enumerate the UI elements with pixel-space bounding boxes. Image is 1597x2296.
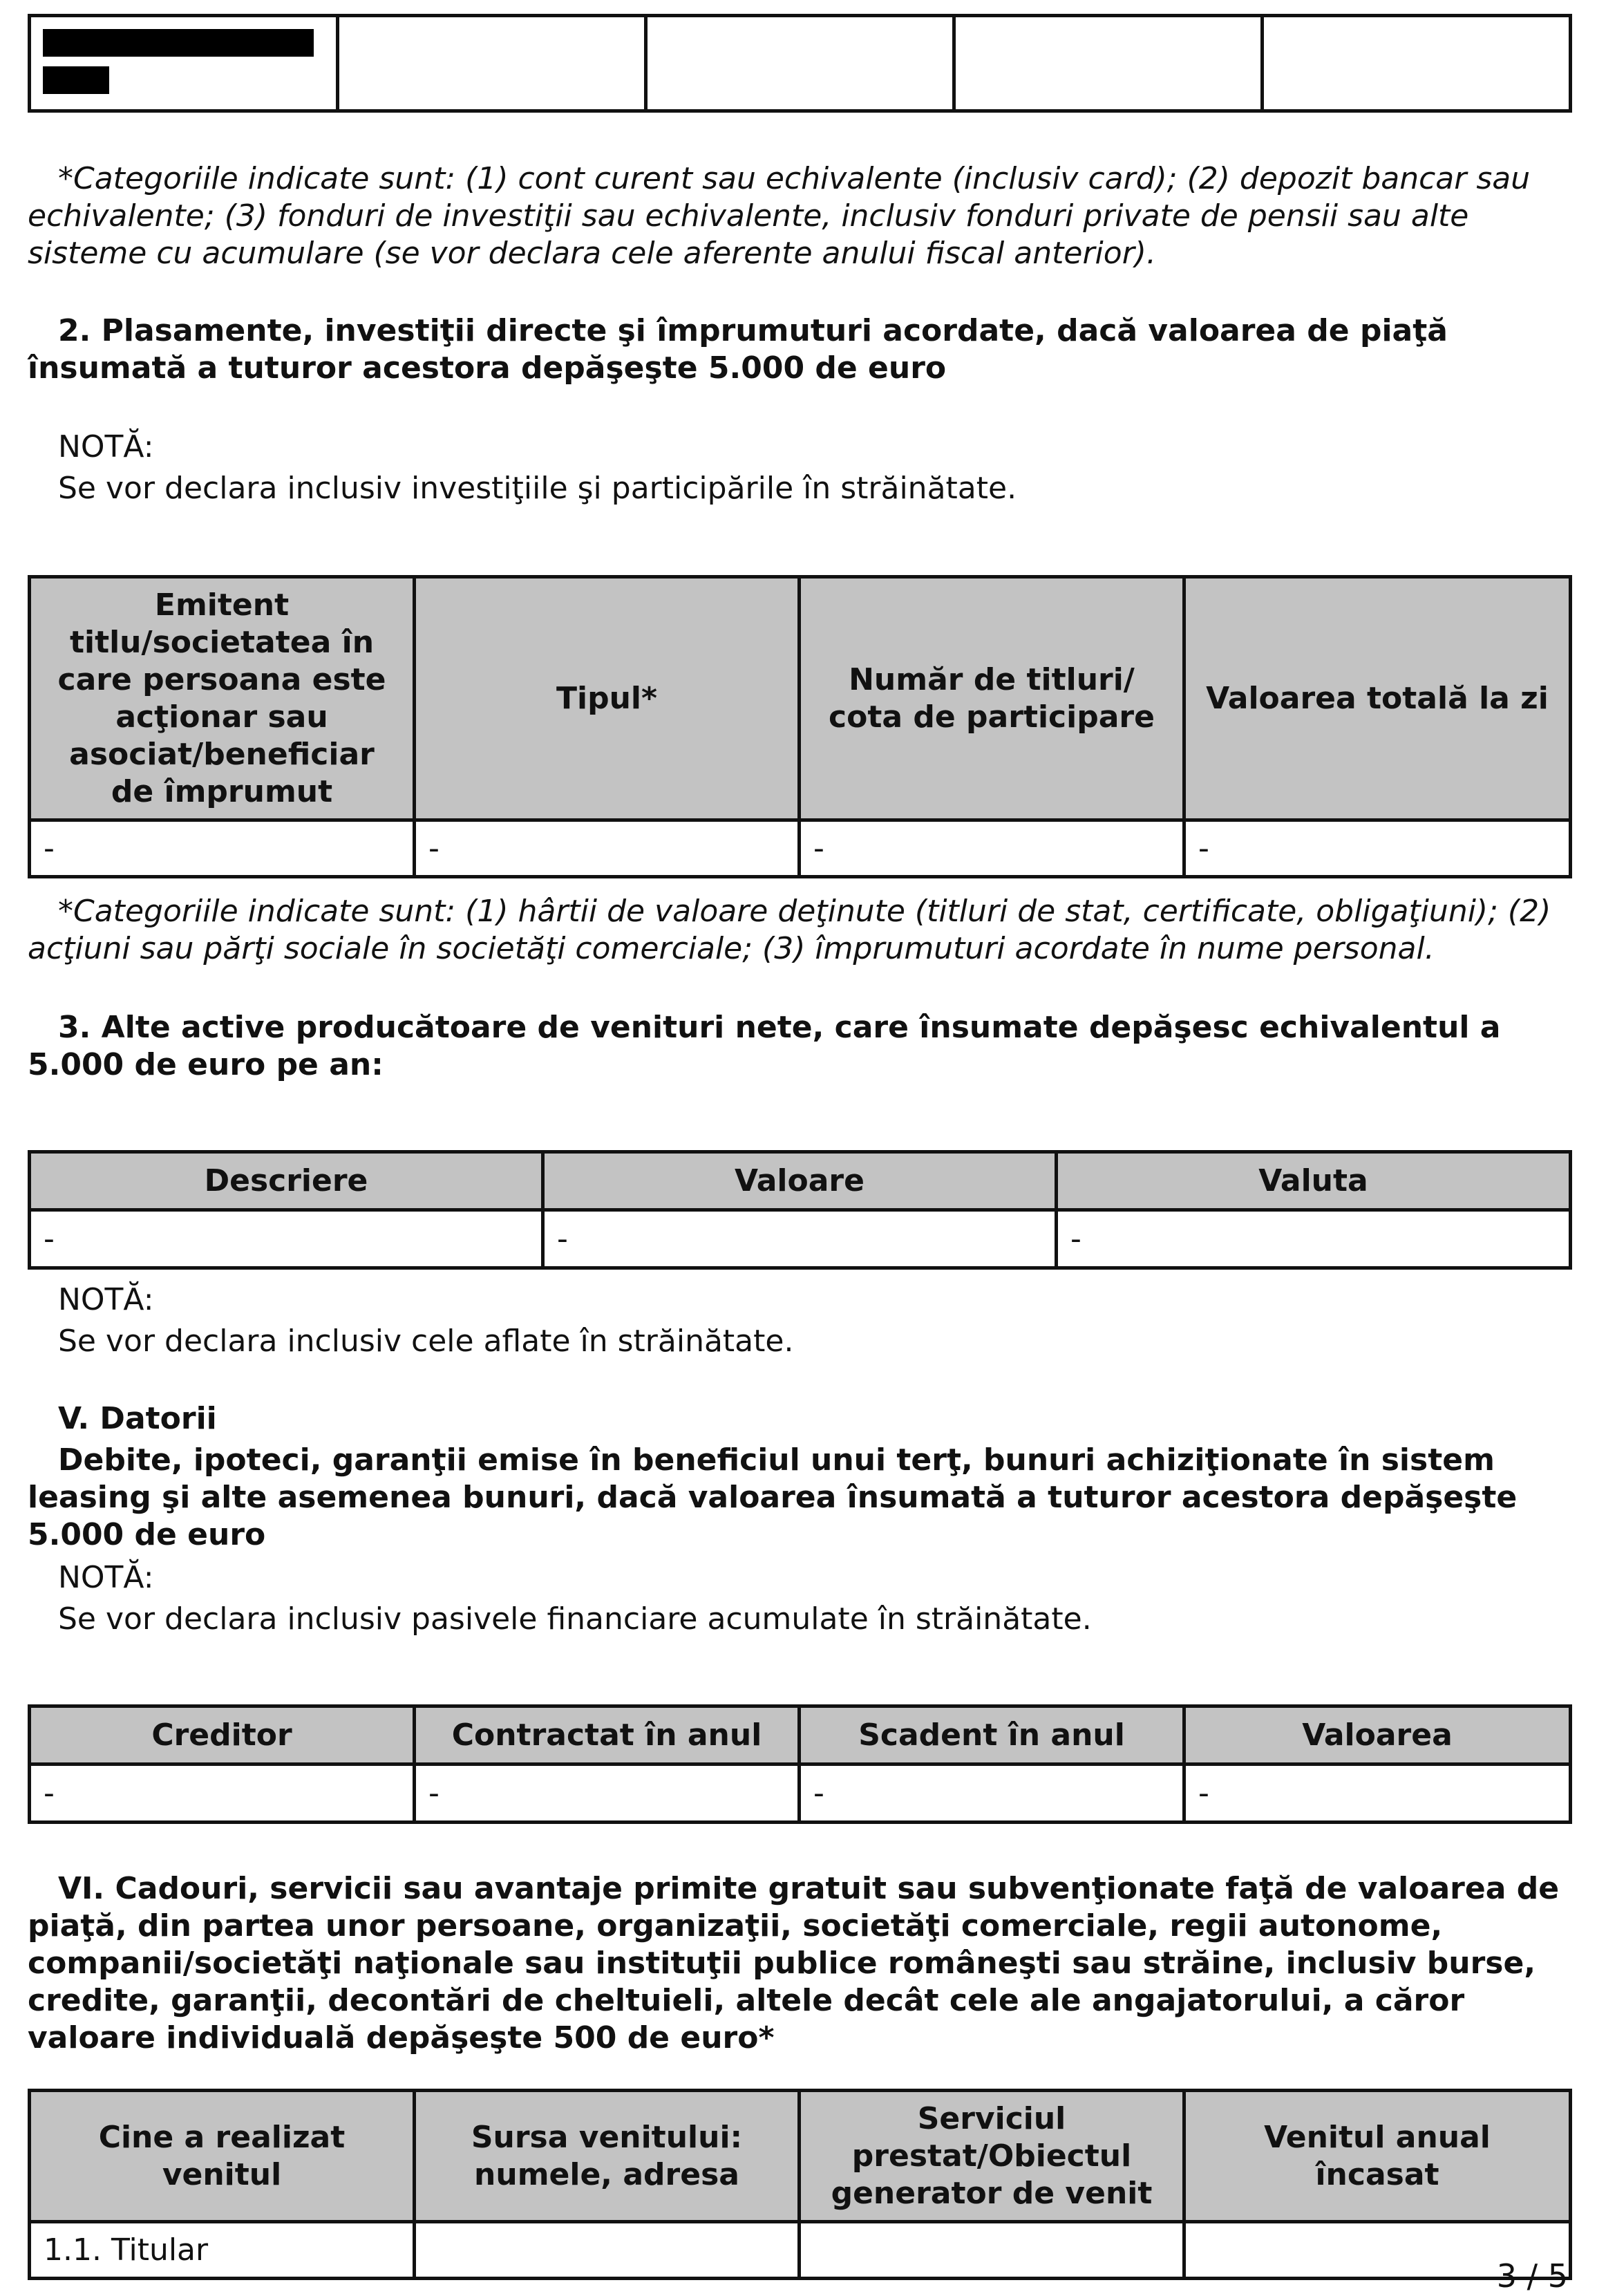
column-header: Valoare [543,1152,1057,1210]
table-row [30,2222,1571,2279]
column-header: Sursa venitului: numele, adresa [415,2091,800,2222]
table-row [30,1210,1571,1268]
investments-table [28,575,1572,878]
table-cell: - [1184,820,1571,877]
section5-heading: Debite, ipoteci, garanţii emise în beneficiul unui terţ, bunuri achiziţionate în sistem leasing şi alte asemenea bunuri, dacă valoarea însumată a tuturor acestora depăşeşte 5.000 de euro [28,1442,1518,1552]
column-header: Scadent în anul [800,1706,1184,1765]
section2-footnote: *Categoriile indicate sunt: (1) hârtii de valoare deţinute (titluri de stat, certificate, obligaţiuni); (2) acţiuni sau părţi sociale în societăţi comerciale; (3) împrumuturi acordate în nume personal. [28,894,1551,966]
table-cell [338,16,646,111]
table-cell [1263,16,1571,111]
table-cell: 1.1. Titular [30,2222,415,2279]
debts-table [28,1704,1572,1824]
section5-note-label: NOTĂ: [58,1560,154,1595]
table-row [30,1765,1571,1823]
section3-heading: 3. Alte active producătoare de venituri nete, care însumate depăşesc echivalentul a 5.000 de euro pe an: [28,1010,1501,1082]
column-header: Valoarea [1184,1706,1571,1765]
column-header: Valoarea totală la zi [1184,577,1571,820]
table-cell [954,16,1263,111]
section3-note-text: Se vor declara inclusiv cele aflate în străinătate. [58,1324,794,1359]
column-header: Venitul anual încasat [1184,2091,1571,2222]
table-cell: - [415,1765,800,1823]
table-cell: - [30,820,415,877]
table-cell: - [30,1765,415,1823]
redaction-bar [43,29,314,57]
section3-note-label: NOTĂ: [58,1282,154,1317]
section2-note-label: NOTĂ: [58,429,154,464]
redaction-bar [43,66,109,94]
table-cell: - [543,1210,1057,1268]
column-header: Emitent titlu/societatea în care persoana este acţionar sau asociat/beneficiar de împrumut [30,577,415,820]
section6-heading: VI. Cadouri, servicii sau avantaje primite gratuit sau subvenţionate faţă de valoarea de piaţă, din partea unor persoane, organizaţii, societăţi comerciale, regii autonome, companii/societăţi naţionale sau instituţii publice româneşti sau străine, inclusiv burse, credite, garanţii, decontări de cheltuieli, altele decât cele ale angajatorului, a căror valoare individuală depăşeşte 500 de euro* [28,1871,1560,2055]
table-cell [646,16,954,111]
table-cell: - [1184,1765,1571,1823]
column-header: Tipul* [415,577,800,820]
section1-footnote: *Categoriile indicate sunt: (1) cont curent sau echivalente (inclusiv card); (2) depozit bancar sau echivalente; (3) fonduri de investiţii sau echivalente, inclusiv fonduri private de pensii sau alte sisteme cu acumulare (se vor declara cele aferente anului fiscal anterior). [28,161,1531,271]
section2-note-text: Se vor declara inclusiv investiţiile şi participările în străinătate. [58,471,1017,506]
column-header: Descriere [30,1152,543,1210]
table-cell: - [415,820,800,877]
section2-heading: 2. Plasamente, investiţii directe şi împrumuturi acordate, dacă valoarea de piaţă însumată a tuturor acestora depăşeşte 5.000 de euro [28,313,1448,386]
column-header: Serviciul prestat/Obiectul generator de venit [800,2091,1184,2222]
table-cell: - [800,1765,1184,1823]
column-header: Creditor [30,1706,415,1765]
column-header: Cine a realizat venitul [30,2091,415,2222]
table-row [30,820,1571,877]
table-cell [415,2222,800,2279]
column-header: Contractat în anul [415,1706,800,1765]
section5-note-text: Se vor declara inclusiv pasivele financiare acumulate în străinătate. [58,1601,1092,1637]
column-header: Număr de titluri/ cota de participare [800,577,1184,820]
section5-title: V. Datorii [58,1401,217,1436]
table-cell: - [800,820,1184,877]
table-cell: - [1057,1210,1571,1268]
other-assets-table [28,1150,1572,1270]
page-number: 3 / 5 [1496,2257,1568,2295]
column-header: Valuta [1057,1152,1571,1210]
table-cell: - [30,1210,543,1268]
table-cell [800,2222,1184,2279]
gifts-table [28,2089,1572,2280]
